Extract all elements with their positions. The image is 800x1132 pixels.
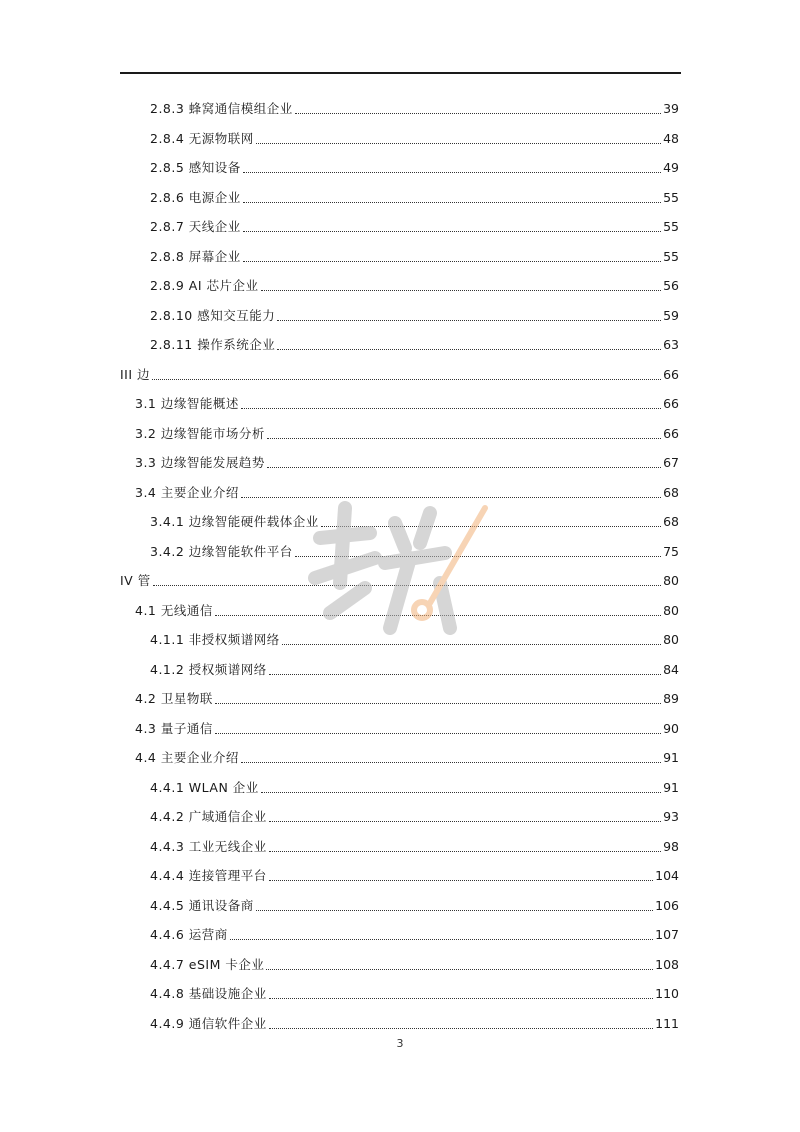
toc-entry-page-number: 75 [663,543,679,559]
toc-entry-title: 2.8.4 无源物联网 [150,130,254,146]
toc-entry-title: 4.4.7 eSIM 卡企业 [150,956,265,972]
toc-entry-title: 2.8.8 屏幕企业 [150,248,241,264]
toc-dot-leader [230,925,653,945]
toc-entry-title: III 边 [120,366,151,382]
toc-entry[interactable] [150,955,679,975]
toc-entry-page-number: 63 [663,337,679,352]
toc-dot-leader [243,158,661,178]
toc-entry-title: 2.8.10 感知交互能力 [150,307,276,323]
toc-entry-title: 4.4.8 基础设施企业 [150,986,267,1001]
toc-dot-leader [269,984,653,1004]
toc-entry-page-number: 68 [663,514,679,529]
toc-entry[interactable] [135,424,679,444]
toc-entry-page-number: 68 [663,484,679,500]
toc-entry[interactable] [150,306,679,326]
toc-dot-leader [256,129,661,149]
toc-dot-leader [267,453,661,473]
toc-entry-title: 4.1 无线通信 [135,602,213,618]
toc-entry-page-number: 98 [663,838,679,854]
toc-entry-page-number: 84 [663,661,679,677]
toc-entry-page-number: 107 [655,927,679,942]
toc-dot-leader [241,483,661,503]
toc-entry[interactable] [120,571,679,591]
toc-entry-title: 4.4.4 连接管理平台 [150,868,267,883]
toc-entry[interactable] [150,217,679,237]
toc-entry[interactable] [135,748,679,768]
toc-entry[interactable] [135,394,679,414]
toc-entry-title: IV 管 [120,573,151,588]
toc-dot-leader [267,424,661,444]
toc-dot-leader [243,188,661,208]
toc-dot-leader [277,335,661,355]
toc-entry-title: 2.8.3 蜂窝通信模组企业 [150,101,293,116]
toc-dot-leader [243,217,661,237]
toc-entry-title: 4.2 卫星物联 [135,691,213,706]
toc-entry[interactable] [150,276,679,296]
toc-entry-title: 3.4.1 边缘智能硬件载体企业 [150,514,319,529]
toc-entry-page-number: 48 [663,130,679,146]
toc-dot-leader [215,601,661,621]
toc-entry[interactable] [150,778,679,798]
toc-entry-page-number: 49 [663,160,679,175]
toc-entry-page-number: 90 [663,720,679,736]
toc-entry[interactable] [135,601,679,621]
toc-entry-title: 2.8.11 操作系统企业 [150,337,276,352]
toc-entry-page-number: 39 [663,101,679,116]
toc-dot-leader [295,542,661,562]
toc-entry[interactable] [150,896,679,916]
toc-dot-leader [295,99,661,119]
toc-entry[interactable] [135,719,679,739]
toc-entry[interactable] [150,188,679,208]
toc-entry[interactable] [150,866,679,886]
toc-dot-leader [269,837,661,857]
toc-entry-title: 3.4 主要企业介绍 [135,484,239,500]
toc-entry[interactable] [150,660,679,680]
toc-entry-page-number: 80 [663,573,679,588]
toc-entry-title: 4.4.5 通讯设备商 [150,897,254,913]
toc-entry[interactable] [150,129,679,149]
toc-entry[interactable] [150,837,679,857]
toc-entry[interactable] [150,1014,679,1034]
toc-dot-leader [215,689,661,709]
toc-entry-title: 4.4.6 运营商 [150,927,228,942]
toc-entry-page-number: 56 [663,278,679,293]
toc-entry[interactable] [150,542,679,562]
toc-entry-title: 4.4.2 广域通信企业 [150,809,267,824]
toc-dot-leader [269,866,653,886]
toc-entry-title: 2.8.5 感知设备 [150,160,241,175]
toc-dot-leader [241,748,661,768]
toc-entry-title: 4.4 主要企业介绍 [135,750,239,765]
toc-entry[interactable] [150,807,679,827]
toc-dot-leader [261,276,662,296]
toc-entry-page-number: 67 [663,455,679,470]
toc-dot-leader [215,719,661,739]
toc-entry-page-number: 106 [655,897,679,913]
toc-entry[interactable] [150,247,679,267]
toc-entry-page-number: 66 [663,396,679,411]
toc-entry-title: 4.1.2 授权频谱网络 [150,661,267,677]
toc-entry-page-number: 91 [663,779,679,795]
toc-entry-title: 2.8.9 AI 芯片企业 [150,278,259,293]
toc-entry-page-number: 55 [663,248,679,264]
toc-dot-leader [241,394,661,414]
toc-entry-page-number: 59 [663,307,679,323]
toc-entry-page-number: 80 [663,602,679,618]
toc-entry[interactable] [150,512,679,532]
toc-entry[interactable] [150,984,679,1004]
toc-dot-leader [266,955,653,975]
toc-entry-page-number: 66 [663,425,679,441]
toc-entry-page-number: 55 [663,219,679,234]
toc-entry-title: 3.1 边缘智能概述 [135,396,239,411]
toc-entry-page-number: 110 [655,986,679,1001]
toc-entry-title: 3.3 边缘智能发展趋势 [135,455,265,470]
toc-dot-leader [282,630,661,650]
toc-dot-leader [269,807,661,827]
toc-entry-page-number: 91 [663,750,679,765]
toc-entry-title: 2.8.6 电源企业 [150,189,241,205]
toc-entry-page-number: 104 [655,868,679,883]
toc-entry-title: 3.4.2 边缘智能软件平台 [150,543,293,559]
toc-entry[interactable] [150,335,679,355]
toc-entry[interactable] [135,689,679,709]
toc-entry-title: 2.8.7 天线企业 [150,219,241,234]
toc-entry[interactable] [135,453,679,473]
toc-dot-leader [153,571,661,591]
toc-entry-title: 4.1.1 非授权频谱网络 [150,632,280,647]
toc-entry-title: 4.4.9 通信软件企业 [150,1015,267,1031]
toc-entry[interactable] [150,158,679,178]
toc-entry-page-number: 89 [663,691,679,706]
toc-entry-title: 4.4.3 工业无线企业 [150,838,267,854]
toc-dot-leader [261,778,661,798]
toc-entry-title: 4.3 量子通信 [135,720,213,736]
toc-dot-leader [269,1014,653,1034]
toc-entry[interactable] [135,483,679,503]
toc-dot-leader [152,365,661,385]
toc-entry-page-number: 55 [663,189,679,205]
toc-entry-page-number: 111 [655,1015,679,1031]
toc-entry-page-number: 66 [663,366,679,382]
toc-dot-leader [277,306,661,326]
toc-entry-page-number: 80 [663,632,679,647]
toc-dot-leader [269,660,661,680]
toc-entry-page-number: 93 [663,809,679,824]
toc-entry[interactable] [150,925,679,945]
toc-entry-title: 4.4.1 WLAN 企业 [150,779,259,795]
toc-entry-page-number: 108 [655,956,679,972]
page-number: 3 [396,1037,404,1050]
toc-entry[interactable] [120,365,679,385]
toc-dot-leader [243,247,661,267]
toc-entry-title: 3.2 边缘智能市场分析 [135,425,265,441]
toc-entry[interactable] [150,99,679,119]
toc-dot-leader [321,512,661,532]
toc-entry[interactable] [150,630,679,650]
toc-dot-leader [256,896,653,916]
